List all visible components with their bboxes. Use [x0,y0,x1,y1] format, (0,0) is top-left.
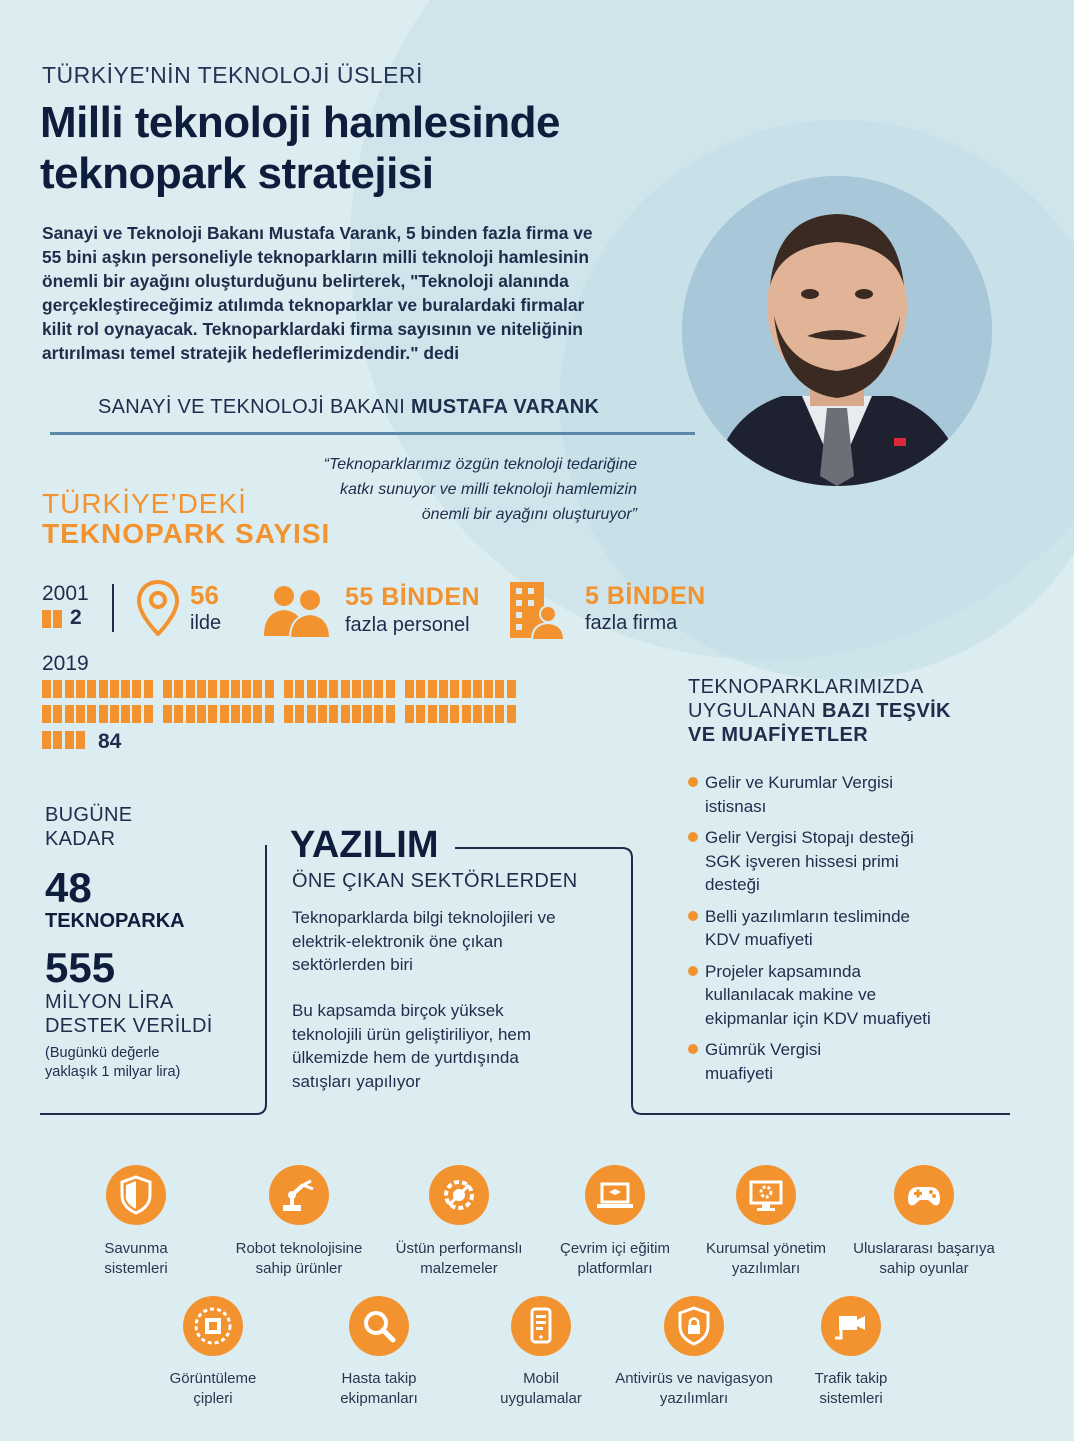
sector-label-line: uygulamalar [500,1389,582,1407]
quote-line: katkı sunuyor ve milli teknoloji hamlemizin [340,481,637,498]
sector-label-line: yazılımları [659,1389,729,1407]
sector-label-line: Çevrim içi eğitim [559,1240,670,1257]
sector-label-line: sahip ürünler [255,1259,343,1277]
amount-value: 555 [45,944,116,991]
magnifier-icon [349,1296,409,1356]
quote-line: “Teknoparklarımız özgün teknoloji tedariğine [323,456,637,473]
incentives-title-line: UYGULANAN [688,700,823,722]
support-label-line: BUGÜNE [45,804,133,826]
lead-line: gerçekleştireceğimiz atılımda teknoparklar ve buralardaki firmalar [42,295,585,315]
parks-label: TEKNOPARKA [45,910,185,932]
support-label-line: KADAR [45,828,116,850]
minister-name: MUSTAFA VARANK [411,396,600,418]
list-item-text: istisnası [705,796,767,816]
value-2001: 2 [70,606,82,629]
value-2019: 84 [98,730,122,753]
teknopark-count-subtitle: TEKNOPARK SAYISI [42,518,331,549]
sector-label-line: sistemleri [819,1389,883,1407]
software-paragraph-2 [292,999,531,1093]
headline-line: Milli teknoloji hamlesinde [40,98,560,147]
sector-label [128,1369,298,1408]
paragraph-line: ülkemizde hem de yurtdışında [292,1048,519,1067]
sector-label-line: sahip oyunlar [879,1259,969,1277]
list-item-text: Gelir ve Kurumlar Vergisi [705,773,894,792]
lead-line: önemli bir ayağını oluşturduğunu belirterek, "Teknoloji alanında [42,271,569,291]
sector-label-line: Uluslararası başarıya [853,1240,995,1257]
sector-label [609,1369,779,1408]
sector-label [214,1239,384,1278]
sector-label [456,1369,626,1408]
monitor-gear-icon [736,1165,796,1225]
list-item-text: ekipmanlar için KDV muafiyeti [705,1008,931,1028]
teknopark-count-title: TÜRKİYE’DEKİ [42,488,247,519]
camera-icon [821,1296,881,1356]
sector-label-line: Savunma [104,1240,168,1257]
quote-line: önemli bir ayağını oluşturuyor” [421,506,637,523]
paragraph-line: Bu kapsamda birçok yüksek [292,1001,504,1020]
paragraph-line: elektrik-elektronik öne çıkan [292,931,503,951]
sector-label [766,1369,936,1408]
personnel-label: fazla personel [345,614,470,636]
sector-label-line: Kurumsal yönetim [705,1240,827,1257]
sector-label-line: Trafik takip [814,1370,888,1387]
gear-arrows-icon [429,1165,489,1225]
lead-line: artırılması temel stratejik hedeflerimizdendir." dedi [42,343,460,363]
list-item-text: Belli yazılımların tesliminde [705,906,911,926]
list-item-text: desteği [705,875,760,894]
incentives-title-bold: VE MUAFİYETLER [688,724,869,746]
smartphone-icon [511,1296,571,1356]
sector-label-line: Antivirüs ve navigasyon [615,1370,773,1387]
amount-label-line: DESTEK VERİLDİ [45,1015,213,1037]
list-item-text: kullanılacak makine ve [705,985,877,1004]
sector-label-line: Hasta takip [341,1370,417,1387]
sector-label-line: ekipmanları [340,1389,418,1407]
amount-label-line: MİLYON LİRA [45,991,174,1013]
year-2001: 2001 [42,582,89,605]
lead-line: kilit rol oynayacak. Teknoparklardaki firma sayısının ve niteliğinin [42,319,583,339]
sector-label [51,1239,221,1278]
list-item-text: muafiyeti [705,1063,774,1083]
minister-title: SANAYİ VE TEKNOLOJİ BAKANI [98,396,412,418]
shield-lock-icon [664,1296,724,1356]
list-item-text: KDV muafiyeti [705,930,813,949]
sector-label [294,1369,464,1408]
lead-line: 55 bini aşkın personeliyle teknoparkların milli teknoloji hamlesinin [42,247,590,267]
sector-label [530,1239,700,1278]
year-2019: 2019 [42,652,89,675]
sector-label [374,1239,544,1278]
laptop-graduation-icon [585,1165,645,1225]
sector-label [839,1239,1009,1278]
provinces-value: 56 [190,580,219,610]
shield-icon [106,1165,166,1225]
sector-label-line: Üstün performanslı [395,1240,523,1257]
paragraph-line: satışları yapılıyor [292,1071,421,1091]
sector-label-line: Robot teknolojisine [235,1240,363,1257]
sector-label-line: Görüntüleme [169,1370,257,1387]
list-item-text: SGK işveren hissesi primi [705,851,899,871]
sector-label-line: Mobil [523,1370,559,1387]
gamepad-icon [894,1165,954,1225]
software-paragraph-1 [292,906,556,977]
list-item-text: Projeler kapsamında [705,961,861,981]
incentives-title-bold: BAZI TEŞVİK [822,700,951,722]
provinces-label: ilde [190,612,222,634]
robot-arm-icon [269,1165,329,1225]
parks-value: 48 [45,864,92,911]
paragraph-line: sektörlerden biri [292,955,413,974]
list-item-text: Gümrük Vergisi [705,1040,822,1059]
sector-label [681,1239,851,1278]
firms-label: fazla firma [585,612,678,634]
sector-label-line: platformları [577,1259,653,1277]
incentives-title-line: TEKNOPARKLARIMIZDA [688,676,924,698]
software-subtitle: ÖNE ÇIKAN SEKTÖRLERDEN [292,870,578,892]
sector-label-line: yazılımları [731,1259,801,1277]
note-line: (Bugünkü değerle [45,1045,160,1061]
paragraph-line: Teknoparklarda bilgi teknolojileri ve [292,908,556,927]
sector-label-line: malzemeler [420,1259,498,1277]
headline-line: teknopark stratejisi [40,149,434,198]
software-title: YAZILIM [290,824,439,866]
sector-label-line: sistemleri [104,1259,168,1277]
paragraph-line: teknolojili ürün geliştiriliyor, hem [292,1024,532,1044]
lead-line: Sanayi ve Teknoloji Bakanı Mustafa Varank, 5 binden fazla firma ve [42,223,593,243]
list-item-text: Gelir Vergisi Stopajı desteği [705,828,914,847]
note-line: yaklaşık 1 milyar lira) [45,1064,181,1080]
kicker: TÜRKİYE'NİN TEKNOLOJİ ÜSLERİ [42,62,423,88]
sector-label-line: çipleri [193,1389,233,1407]
chip-icon [183,1296,243,1356]
personnel-value: 55 BİNDEN [345,583,481,611]
firms-value: 5 BİNDEN [585,582,706,610]
